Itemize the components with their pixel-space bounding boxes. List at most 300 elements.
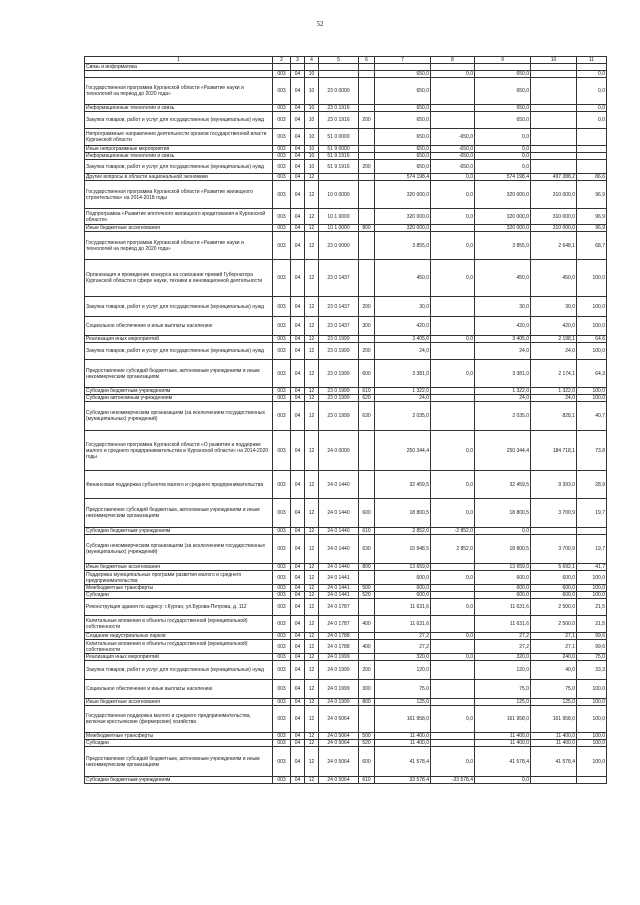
row-change <box>431 640 475 654</box>
row-vr: 200 <box>359 112 375 129</box>
row-executed: 41 578,4 <box>531 747 577 777</box>
row-change <box>431 78 475 105</box>
row-percent: 86,6 <box>577 174 607 181</box>
row-percent: 64,3 <box>577 360 607 388</box>
row-change: 0,0 <box>431 209 475 225</box>
row-cs: 23 0 1999 <box>319 388 359 395</box>
row-gr: 003 <box>273 181 291 209</box>
row-pr: 12 <box>305 661 319 680</box>
row-gr: 003 <box>273 706 291 733</box>
row-executed: 2 500,0 <box>531 616 577 633</box>
table-row <box>85 633 607 640</box>
row-gr: 003 <box>273 174 291 181</box>
row-pr: 12 <box>305 317 319 336</box>
row-pr: 12 <box>305 747 319 777</box>
row-approved: 75,0 <box>375 680 431 699</box>
row-executed <box>531 71 577 78</box>
row-executed <box>531 153 577 160</box>
row-executed: 3 700,9 <box>531 535 577 564</box>
row-name: Непрограммные направления деятельности органов государственной власти Курганской области <box>85 129 273 146</box>
table-row <box>85 260 607 297</box>
row-gr: 003 <box>273 153 291 160</box>
row-gr: 003 <box>273 733 291 740</box>
row-adjusted: 11 400,0 <box>475 733 531 740</box>
row-adjusted: 420,0 <box>475 317 531 336</box>
row-change: 0,0 <box>431 747 475 777</box>
row-adjusted: 574 198,4 <box>475 174 531 181</box>
table-row <box>85 777 607 784</box>
row-percent <box>577 160 607 174</box>
row-pr: 12 <box>305 733 319 740</box>
row-pr: 12 <box>305 640 319 654</box>
row-vr <box>359 78 375 105</box>
row-percent: 100,0 <box>577 260 607 297</box>
row-adjusted: 75,0 <box>475 680 531 699</box>
row-cs: 24 0 1440 <box>319 499 359 528</box>
row-name: Капитальные вложения в объекты государственной (муниципальной) собственности <box>85 640 273 654</box>
row-approved: 600,0 <box>375 592 431 599</box>
row-rz: 04 <box>291 431 305 471</box>
row-approved: 3 855,0 <box>375 232 431 260</box>
row-rz <box>291 64 305 71</box>
row-vr: 200 <box>359 661 375 680</box>
row-executed: 125,0 <box>531 699 577 706</box>
row-name: Подпрограмма «Развитие ипотечного жилищного кредитования в Курганской области» <box>85 209 273 225</box>
row-gr: 003 <box>273 699 291 706</box>
row-adjusted: 125,0 <box>475 699 531 706</box>
row-change: -650,0 <box>431 129 475 146</box>
table-row <box>85 616 607 633</box>
row-cs: 51 9 0000 <box>319 146 359 153</box>
table-row <box>85 535 607 564</box>
row-executed: 310 000,0 <box>531 209 577 225</box>
row-rz: 04 <box>291 343 305 360</box>
row-gr: 003 <box>273 112 291 129</box>
row-name: Иные бюджетные ассигнования <box>85 699 273 706</box>
row-gr: 003 <box>273 431 291 471</box>
row-gr: 003 <box>273 297 291 317</box>
row-executed: 11 400,0 <box>531 733 577 740</box>
row-pr: 12 <box>305 225 319 232</box>
row-rz: 04 <box>291 747 305 777</box>
row-pr: 12 <box>305 633 319 640</box>
table-row <box>85 129 607 146</box>
column-number-row <box>85 57 607 64</box>
row-vr: 800 <box>359 564 375 571</box>
row-change: -650,0 <box>431 146 475 153</box>
row-vr <box>359 571 375 585</box>
table-row <box>85 585 607 592</box>
row-rz: 04 <box>291 297 305 317</box>
row-cs: 24 0 1440 <box>319 535 359 564</box>
column-header: 5 <box>319 57 359 64</box>
row-rz: 04 <box>291 225 305 232</box>
row-change: 0,0 <box>431 336 475 343</box>
row-pr: 12 <box>305 564 319 571</box>
row-change <box>431 388 475 395</box>
row-pr: 12 <box>305 297 319 317</box>
row-approved: 30,0 <box>375 297 431 317</box>
row-percent: 99,6 <box>577 640 607 654</box>
row-approved: 11 400,0 <box>375 733 431 740</box>
row-pr: 12 <box>305 343 319 360</box>
row-name: Иные непрограммные мероприятия <box>85 146 273 153</box>
row-name: Межбюджетные трансферты <box>85 585 273 592</box>
row-percent: 0,0 <box>577 78 607 105</box>
row-change: 0,0 <box>431 360 475 388</box>
table-row <box>85 297 607 317</box>
row-adjusted: 600,0 <box>475 585 531 592</box>
row-percent: 100,0 <box>577 395 607 402</box>
row-pr: 12 <box>305 571 319 585</box>
row-adjusted: 120,0 <box>475 661 531 680</box>
row-name: Связь и информатика <box>85 64 273 71</box>
row-change <box>431 395 475 402</box>
row-executed: 828,1 <box>531 402 577 431</box>
row-rz: 04 <box>291 740 305 747</box>
row-rz: 04 <box>291 360 305 388</box>
row-executed: 11 400,0 <box>531 740 577 747</box>
row-percent: 100,0 <box>577 747 607 777</box>
row-percent: 0,0 <box>577 105 607 112</box>
row-cs: 24 0 1788 <box>319 633 359 640</box>
row-name: Государственная программа Курганской области «О развитии и поддержке малого и среднего предпринимательства в Курганской области» на 2014-2020 годы <box>85 431 273 471</box>
row-pr: 10 <box>305 146 319 153</box>
row-cs: 23 0 1916 <box>319 112 359 129</box>
row-executed: 24,0 <box>531 343 577 360</box>
row-approved: 650,0 <box>375 160 431 174</box>
row-executed: 2 174,1 <box>531 360 577 388</box>
row-percent: 0,0 <box>577 71 607 78</box>
budget-table <box>84 56 607 784</box>
row-cs: 23 0 1999 <box>319 360 359 388</box>
row-executed: 600,0 <box>531 585 577 592</box>
row-cs: 51 9 1916 <box>319 153 359 160</box>
row-executed <box>531 146 577 153</box>
row-rz: 04 <box>291 654 305 661</box>
row-vr <box>359 105 375 112</box>
row-change: 0,0 <box>431 654 475 661</box>
row-name: Государственная программа Курганской области «Развитие жилищного строительства» на 2014-2018 годы <box>85 181 273 209</box>
row-gr <box>273 64 291 71</box>
row-vr: 500 <box>359 733 375 740</box>
row-executed: 600,0 <box>531 571 577 585</box>
table-row <box>85 209 607 225</box>
row-cs: 24 0 0000 <box>319 431 359 471</box>
row-vr: 200 <box>359 343 375 360</box>
row-name <box>85 71 273 78</box>
row-percent: 21,5 <box>577 616 607 633</box>
row-percent: 100,0 <box>577 706 607 733</box>
row-pr: 12 <box>305 599 319 616</box>
row-name: Закупка товаров, работ и услуг для государственных (муниципальных) нужд <box>85 297 273 317</box>
row-executed: 450,0 <box>531 260 577 297</box>
row-approved: 600,0 <box>375 585 431 592</box>
row-adjusted: 11 631,6 <box>475 599 531 616</box>
row-approved: 1 322,0 <box>375 388 431 395</box>
row-pr: 12 <box>305 528 319 535</box>
table-row <box>85 654 607 661</box>
row-percent: 100,0 <box>577 585 607 592</box>
row-gr: 003 <box>273 360 291 388</box>
row-vr <box>359 260 375 297</box>
row-gr: 003 <box>273 654 291 661</box>
table-row <box>85 181 607 209</box>
row-approved: 250 344,4 <box>375 431 431 471</box>
row-name: Реализация иных мероприятий <box>85 654 273 661</box>
row-name: Государственная программа Курганской области «Развитие науки и технологий на период до 2020 года» <box>85 232 273 260</box>
row-pr: 12 <box>305 388 319 395</box>
row-percent: 0,0 <box>577 112 607 129</box>
row-cs: 24 0 5064 <box>319 733 359 740</box>
row-adjusted: 2 035,0 <box>475 402 531 431</box>
row-rz: 04 <box>291 585 305 592</box>
row-gr: 003 <box>273 616 291 633</box>
row-pr: 12 <box>305 336 319 343</box>
row-rz: 04 <box>291 317 305 336</box>
row-gr: 003 <box>273 680 291 699</box>
row-approved: 650,0 <box>375 153 431 160</box>
table-row <box>85 360 607 388</box>
row-gr: 003 <box>273 528 291 535</box>
row-percent <box>577 129 607 146</box>
row-rz: 04 <box>291 733 305 740</box>
row-pr: 12 <box>305 395 319 402</box>
row-pr: 10 <box>305 153 319 160</box>
table-row <box>85 564 607 571</box>
row-pr: 12 <box>305 777 319 784</box>
row-gr: 003 <box>273 395 291 402</box>
row-gr: 003 <box>273 388 291 395</box>
row-cs <box>319 64 359 71</box>
row-percent: 19,7 <box>577 535 607 564</box>
row-cs: 24 0 1440 <box>319 471 359 499</box>
row-cs: 24 0 5064 <box>319 747 359 777</box>
row-percent: 100,0 <box>577 733 607 740</box>
table-row <box>85 395 607 402</box>
row-approved: 18 800,5 <box>375 499 431 528</box>
row-adjusted: 11 400,0 <box>475 740 531 747</box>
row-vr: 400 <box>359 616 375 633</box>
row-vr: 610 <box>359 388 375 395</box>
row-executed: 310 000,0 <box>531 181 577 209</box>
row-cs: 23 0 0000 <box>319 232 359 260</box>
row-rz: 04 <box>291 71 305 78</box>
column-header: 11 <box>577 57 607 64</box>
row-cs: 10 1 0000 <box>319 209 359 225</box>
row-adjusted: 27,2 <box>475 640 531 654</box>
row-approved: 24,0 <box>375 395 431 402</box>
row-adjusted: 3 855,0 <box>475 232 531 260</box>
row-approved: 27,2 <box>375 633 431 640</box>
row-percent: 33,3 <box>577 661 607 680</box>
row-approved: 450,0 <box>375 260 431 297</box>
table-row <box>85 105 607 112</box>
row-approved: 320,0 <box>375 654 431 661</box>
row-approved: 32 459,5 <box>375 471 431 499</box>
row-change <box>431 64 475 71</box>
row-cs: 24 0 5064 <box>319 740 359 747</box>
row-executed: 184 718,1 <box>531 431 577 471</box>
row-vr: 200 <box>359 160 375 174</box>
row-approved: 320 000,0 <box>375 181 431 209</box>
row-rz: 04 <box>291 599 305 616</box>
row-vr: 520 <box>359 592 375 599</box>
table-row <box>85 699 607 706</box>
row-cs: 24 0 1787 <box>319 599 359 616</box>
row-pr: 12 <box>305 585 319 592</box>
row-vr: 800 <box>359 225 375 232</box>
row-percent: 100,0 <box>577 699 607 706</box>
row-gr: 003 <box>273 640 291 654</box>
row-percent: 100,0 <box>577 297 607 317</box>
table-row <box>85 174 607 181</box>
row-cs: 10 1 0000 <box>319 225 359 232</box>
row-adjusted: 13 659,0 <box>475 564 531 571</box>
row-pr: 12 <box>305 616 319 633</box>
row-name: Другие вопросы в области национальной экономики <box>85 174 273 181</box>
row-rz: 04 <box>291 232 305 260</box>
row-change <box>431 297 475 317</box>
row-rz: 04 <box>291 146 305 153</box>
row-gr: 003 <box>273 571 291 585</box>
row-cs: 24 0 1999 <box>319 699 359 706</box>
row-vr: 520 <box>359 740 375 747</box>
row-cs: 24 0 1788 <box>319 640 359 654</box>
row-cs: 23 0 1437 <box>319 260 359 297</box>
row-change: 0,0 <box>431 499 475 528</box>
row-adjusted: 0,0 <box>475 153 531 160</box>
row-gr: 003 <box>273 499 291 528</box>
row-approved: 650,0 <box>375 105 431 112</box>
row-adjusted: 0,0 <box>475 160 531 174</box>
row-adjusted: 320 000,0 <box>475 225 531 232</box>
row-vr <box>359 146 375 153</box>
row-change <box>431 592 475 599</box>
row-adjusted: 0,0 <box>475 777 531 784</box>
row-rz: 04 <box>291 388 305 395</box>
row-cs: 10 0 0000 <box>319 181 359 209</box>
row-percent <box>577 146 607 153</box>
row-change: 0,0 <box>431 706 475 733</box>
row-change <box>431 343 475 360</box>
row-adjusted: 320 000,0 <box>475 181 531 209</box>
row-percent <box>577 153 607 160</box>
row-vr <box>359 706 375 733</box>
row-cs <box>319 174 359 181</box>
row-vr: 400 <box>359 640 375 654</box>
row-rz: 04 <box>291 181 305 209</box>
row-adjusted: 0,0 <box>475 528 531 535</box>
row-rz: 04 <box>291 336 305 343</box>
row-vr: 600 <box>359 499 375 528</box>
row-pr: 12 <box>305 706 319 733</box>
row-name: Субсидии некоммерческим организациям (за исключением государственных (муниципальных) учреждений) <box>85 535 273 564</box>
row-rz: 04 <box>291 160 305 174</box>
row-name: Межбюджетные трансферты <box>85 733 273 740</box>
row-change <box>431 680 475 699</box>
row-rz: 04 <box>291 402 305 431</box>
row-change: -650,0 <box>431 153 475 160</box>
row-executed: 161 958,0 <box>531 706 577 733</box>
row-gr: 003 <box>273 343 291 360</box>
row-rz: 04 <box>291 661 305 680</box>
row-rz: 04 <box>291 564 305 571</box>
row-percent <box>577 777 607 784</box>
column-header: 4 <box>305 57 319 64</box>
row-name: Создание индустриальных парков <box>85 633 273 640</box>
row-percent: 73,8 <box>577 431 607 471</box>
row-change: 0,0 <box>431 232 475 260</box>
row-rz: 04 <box>291 616 305 633</box>
row-pr: 12 <box>305 360 319 388</box>
row-name: Закупка товаров, работ и услуг для государственных (муниципальных) нужд <box>85 112 273 129</box>
row-name: Реализация иных мероприятий <box>85 336 273 343</box>
row-change <box>431 402 475 431</box>
row-vr: 500 <box>359 585 375 592</box>
row-percent: 100,0 <box>577 592 607 599</box>
row-executed: 310 000,0 <box>531 225 577 232</box>
table-row <box>85 160 607 174</box>
table-row <box>85 740 607 747</box>
row-cs: 24 0 1441 <box>319 592 359 599</box>
row-adjusted: 250 344,4 <box>475 431 531 471</box>
row-change: 0,0 <box>431 174 475 181</box>
row-pr: 12 <box>305 402 319 431</box>
row-pr: 12 <box>305 654 319 661</box>
column-header: 8 <box>431 57 475 64</box>
row-cs: 23 0 1999 <box>319 336 359 343</box>
row-rz: 04 <box>291 395 305 402</box>
row-pr: 12 <box>305 592 319 599</box>
row-vr <box>359 174 375 181</box>
row-rz: 04 <box>291 78 305 105</box>
row-name: Субсидии <box>85 740 273 747</box>
row-adjusted: 0,0 <box>475 146 531 153</box>
row-percent: 100,0 <box>577 680 607 699</box>
row-approved: 650,0 <box>375 129 431 146</box>
table-row <box>85 747 607 777</box>
row-pr: 12 <box>305 471 319 499</box>
column-header: 6 <box>359 57 375 64</box>
table-row <box>85 112 607 129</box>
table-row <box>85 388 607 395</box>
row-change <box>431 112 475 129</box>
row-approved: 15 948,5 <box>375 535 431 564</box>
row-rz: 04 <box>291 260 305 297</box>
row-approved: 320 000,0 <box>375 225 431 232</box>
row-approved: 33 578,4 <box>375 777 431 784</box>
row-rz: 04 <box>291 699 305 706</box>
row-cs: 23 0 1999 <box>319 402 359 431</box>
row-gr: 003 <box>273 585 291 592</box>
row-gr: 003 <box>273 260 291 297</box>
row-cs: 51 9 1916 <box>319 160 359 174</box>
row-vr <box>359 232 375 260</box>
column-header: 7 <box>375 57 431 64</box>
row-name: Информационные технологии и связь <box>85 153 273 160</box>
row-adjusted: 32 459,5 <box>475 471 531 499</box>
row-adjusted: 0,0 <box>475 129 531 146</box>
row-executed: 40,0 <box>531 661 577 680</box>
row-cs: 23 0 1999 <box>319 395 359 402</box>
table-row <box>85 78 607 105</box>
row-cs: 23 0 1437 <box>319 317 359 336</box>
row-adjusted: 650,0 <box>475 105 531 112</box>
row-percent: 100,0 <box>577 343 607 360</box>
row-adjusted: 600,0 <box>475 592 531 599</box>
row-adjusted: 18 800,5 <box>475 499 531 528</box>
